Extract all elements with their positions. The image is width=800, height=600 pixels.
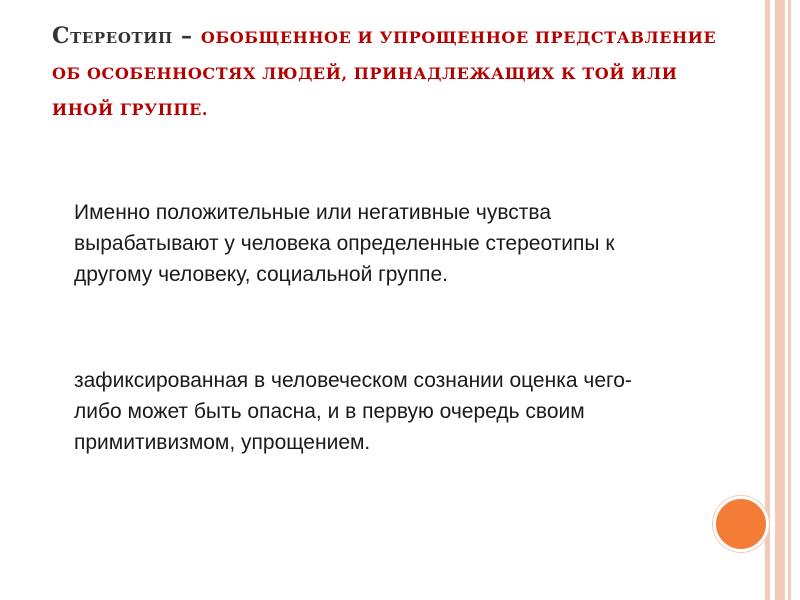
body-paragraph-2: зафиксированная в человеческом сознании оценка чего-либо может быть опасна, и в первую очередь своим примитивизмом, упрощением. bbox=[74, 369, 632, 454]
title-term: Стереотип bbox=[52, 23, 173, 49]
title-dash: – bbox=[172, 23, 201, 49]
body-paragraph-1: Именно положительные или негативные чувства вырабатывают у человека определенные стереотипы к другому человеку, социальной группе. bbox=[74, 201, 615, 286]
slide-title bbox=[52, 18, 732, 128]
title-definition: ОБОБЩЕННОЕ И УПРОЩЕННОЕ ПРЕДСТАВЛЕНИЕ ОБ ОСОБЕННОСТЯХ ЛЮДЕЙ, ПРИНАДЛЕЖАЩИХ К ТОЙ ИЛИ ИНОЙ ГРУППЕ. bbox=[52, 28, 717, 119]
decorative-stripe bbox=[788, 0, 791, 600]
decorative-circle bbox=[713, 496, 769, 552]
decorative-stripe bbox=[775, 0, 785, 600]
